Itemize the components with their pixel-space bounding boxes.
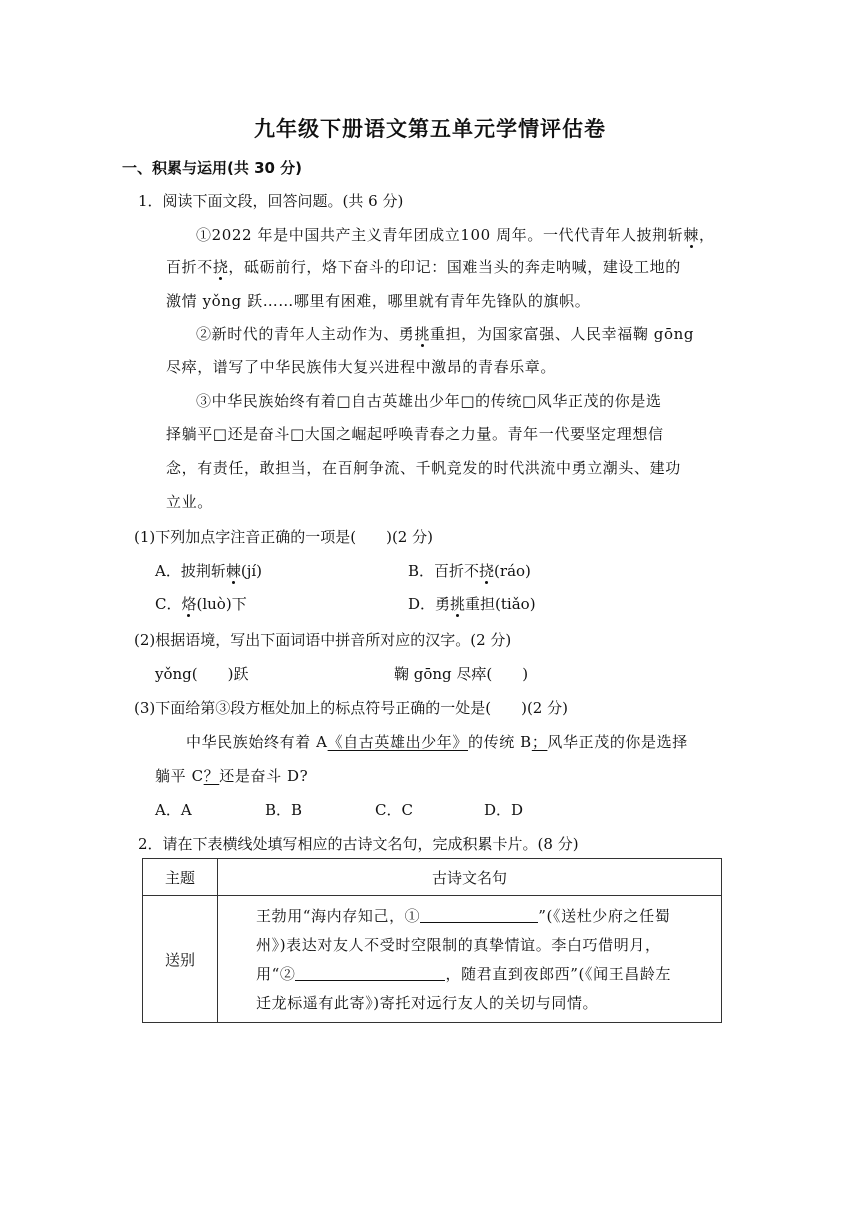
passage-p3-line3: 念，有责任，敢担当，在百舸争流、千帆竞发的时代洪流中勇立潮头、建功 <box>166 459 681 477</box>
dotted-char: 挑 <box>414 325 431 343</box>
table-row <box>143 896 722 1023</box>
punctuation-sentence-line2: 躺平 C？还是奋斗 D? <box>155 767 309 785</box>
exam-title: 九年级下册语文第五单元学情评估卷 <box>254 117 606 141</box>
passage-p2-line1: ②新时代的青年人主动作为、勇挑重担，为国家富强、人民幸福鞠 gōng <box>196 325 695 343</box>
passage-p2-line2: 尽瘁，谱写了中华民族伟大复兴进程中激昂的青春乐章。 <box>166 358 557 376</box>
punctuation-sentence-line1: 中华民族始终有着 A《自古英雄出少年》的传统 B；风华正茂的你是选择 <box>186 733 688 751</box>
pinyin-item-1: yǒng( )跃 <box>155 665 249 683</box>
option-d: D．勇挑重担(tiǎo) <box>408 595 536 613</box>
passage-p3-line2: 择躺平□还是奋斗□大国之崛起呼唤青春之力量。青年一代要坚定理想信 <box>166 425 664 443</box>
poetry-card-table <box>142 858 722 1023</box>
option-c: C．C <box>375 801 413 819</box>
passage-p3-line4: 立业。 <box>166 493 213 511</box>
passage-p1-line3: 激情 yǒng 跃……哪里有困难，哪里就有青年先锋队的旗帜。 <box>166 292 591 310</box>
pinyin-item-2: 鞠 gōng 尽瘁( ) <box>394 665 529 683</box>
subquestion-3-stem: (3)下面给第③段方框处加上的标点符号正确的一处是( )(2 分) <box>134 699 568 717</box>
answer-blank-1[interactable] <box>420 907 538 923</box>
dotted-char: 挠 <box>479 562 495 580</box>
passage-p3-line1: ③中华民族始终有着□自古英雄出少年□的传统□风华正茂的你是选 <box>196 392 662 410</box>
question-1-stem: 1．阅读下面文段，回答问题。(共 6 分) <box>138 192 404 210</box>
subquestion-2-stem: (2)根据语境，写出下面词语中拼音所对应的汉字。(2 分) <box>134 631 512 649</box>
header-lines: 古诗文名句 <box>218 859 722 896</box>
option-b: B．百折不挠(ráo) <box>408 562 531 580</box>
header-theme: 主题 <box>143 859 218 896</box>
option-a: A．A <box>155 801 192 819</box>
dotted-char: 棘 <box>683 226 699 244</box>
theme-cell: 送别 <box>143 896 218 1023</box>
answer-blank-2[interactable] <box>295 965 445 981</box>
dotted-char: 挠 <box>212 258 229 276</box>
option-b: B．B <box>265 801 303 819</box>
passage-p1-line1: ①2022 年是中国共产主义青年团成立100 周年。一代代青年人披荆斩棘， <box>196 226 715 244</box>
subquestion-1-stem: (1)下列加点字注音正确的一项是( )(2 分) <box>134 528 433 546</box>
question-2-stem: 2．请在下表横线处填写相应的古诗文名句，完成积累卡片。(8 分) <box>138 835 579 853</box>
passage-p1-line2: 百折不挠，砥砺前行，烙下奋斗的印记：国难当头的奔走呐喊，建设工地的 <box>166 258 681 276</box>
dotted-char: 挑 <box>450 595 466 613</box>
dotted-char: 烙 <box>181 595 197 613</box>
table-header-row <box>143 859 722 896</box>
option-c: C．烙(luò)下 <box>155 595 247 613</box>
lines-cell: 王勃用“海内存知己，① ”(《送杜少府之任蜀 州》)表达对友人不受时空限制的真挚情谊。李白巧借明月， 用“② ，随君直到夜郎西”(《闻王昌龄左 迁龙标遥有此寄》)寄托对远行友人的关切与同情。 <box>218 896 722 1023</box>
dotted-char: 棘 <box>225 562 241 580</box>
option-a: A．披荆斩棘(jí) <box>155 562 263 580</box>
option-d: D．D <box>484 801 524 819</box>
section-heading: 一、积累与运用(共 30 分) <box>122 159 303 177</box>
